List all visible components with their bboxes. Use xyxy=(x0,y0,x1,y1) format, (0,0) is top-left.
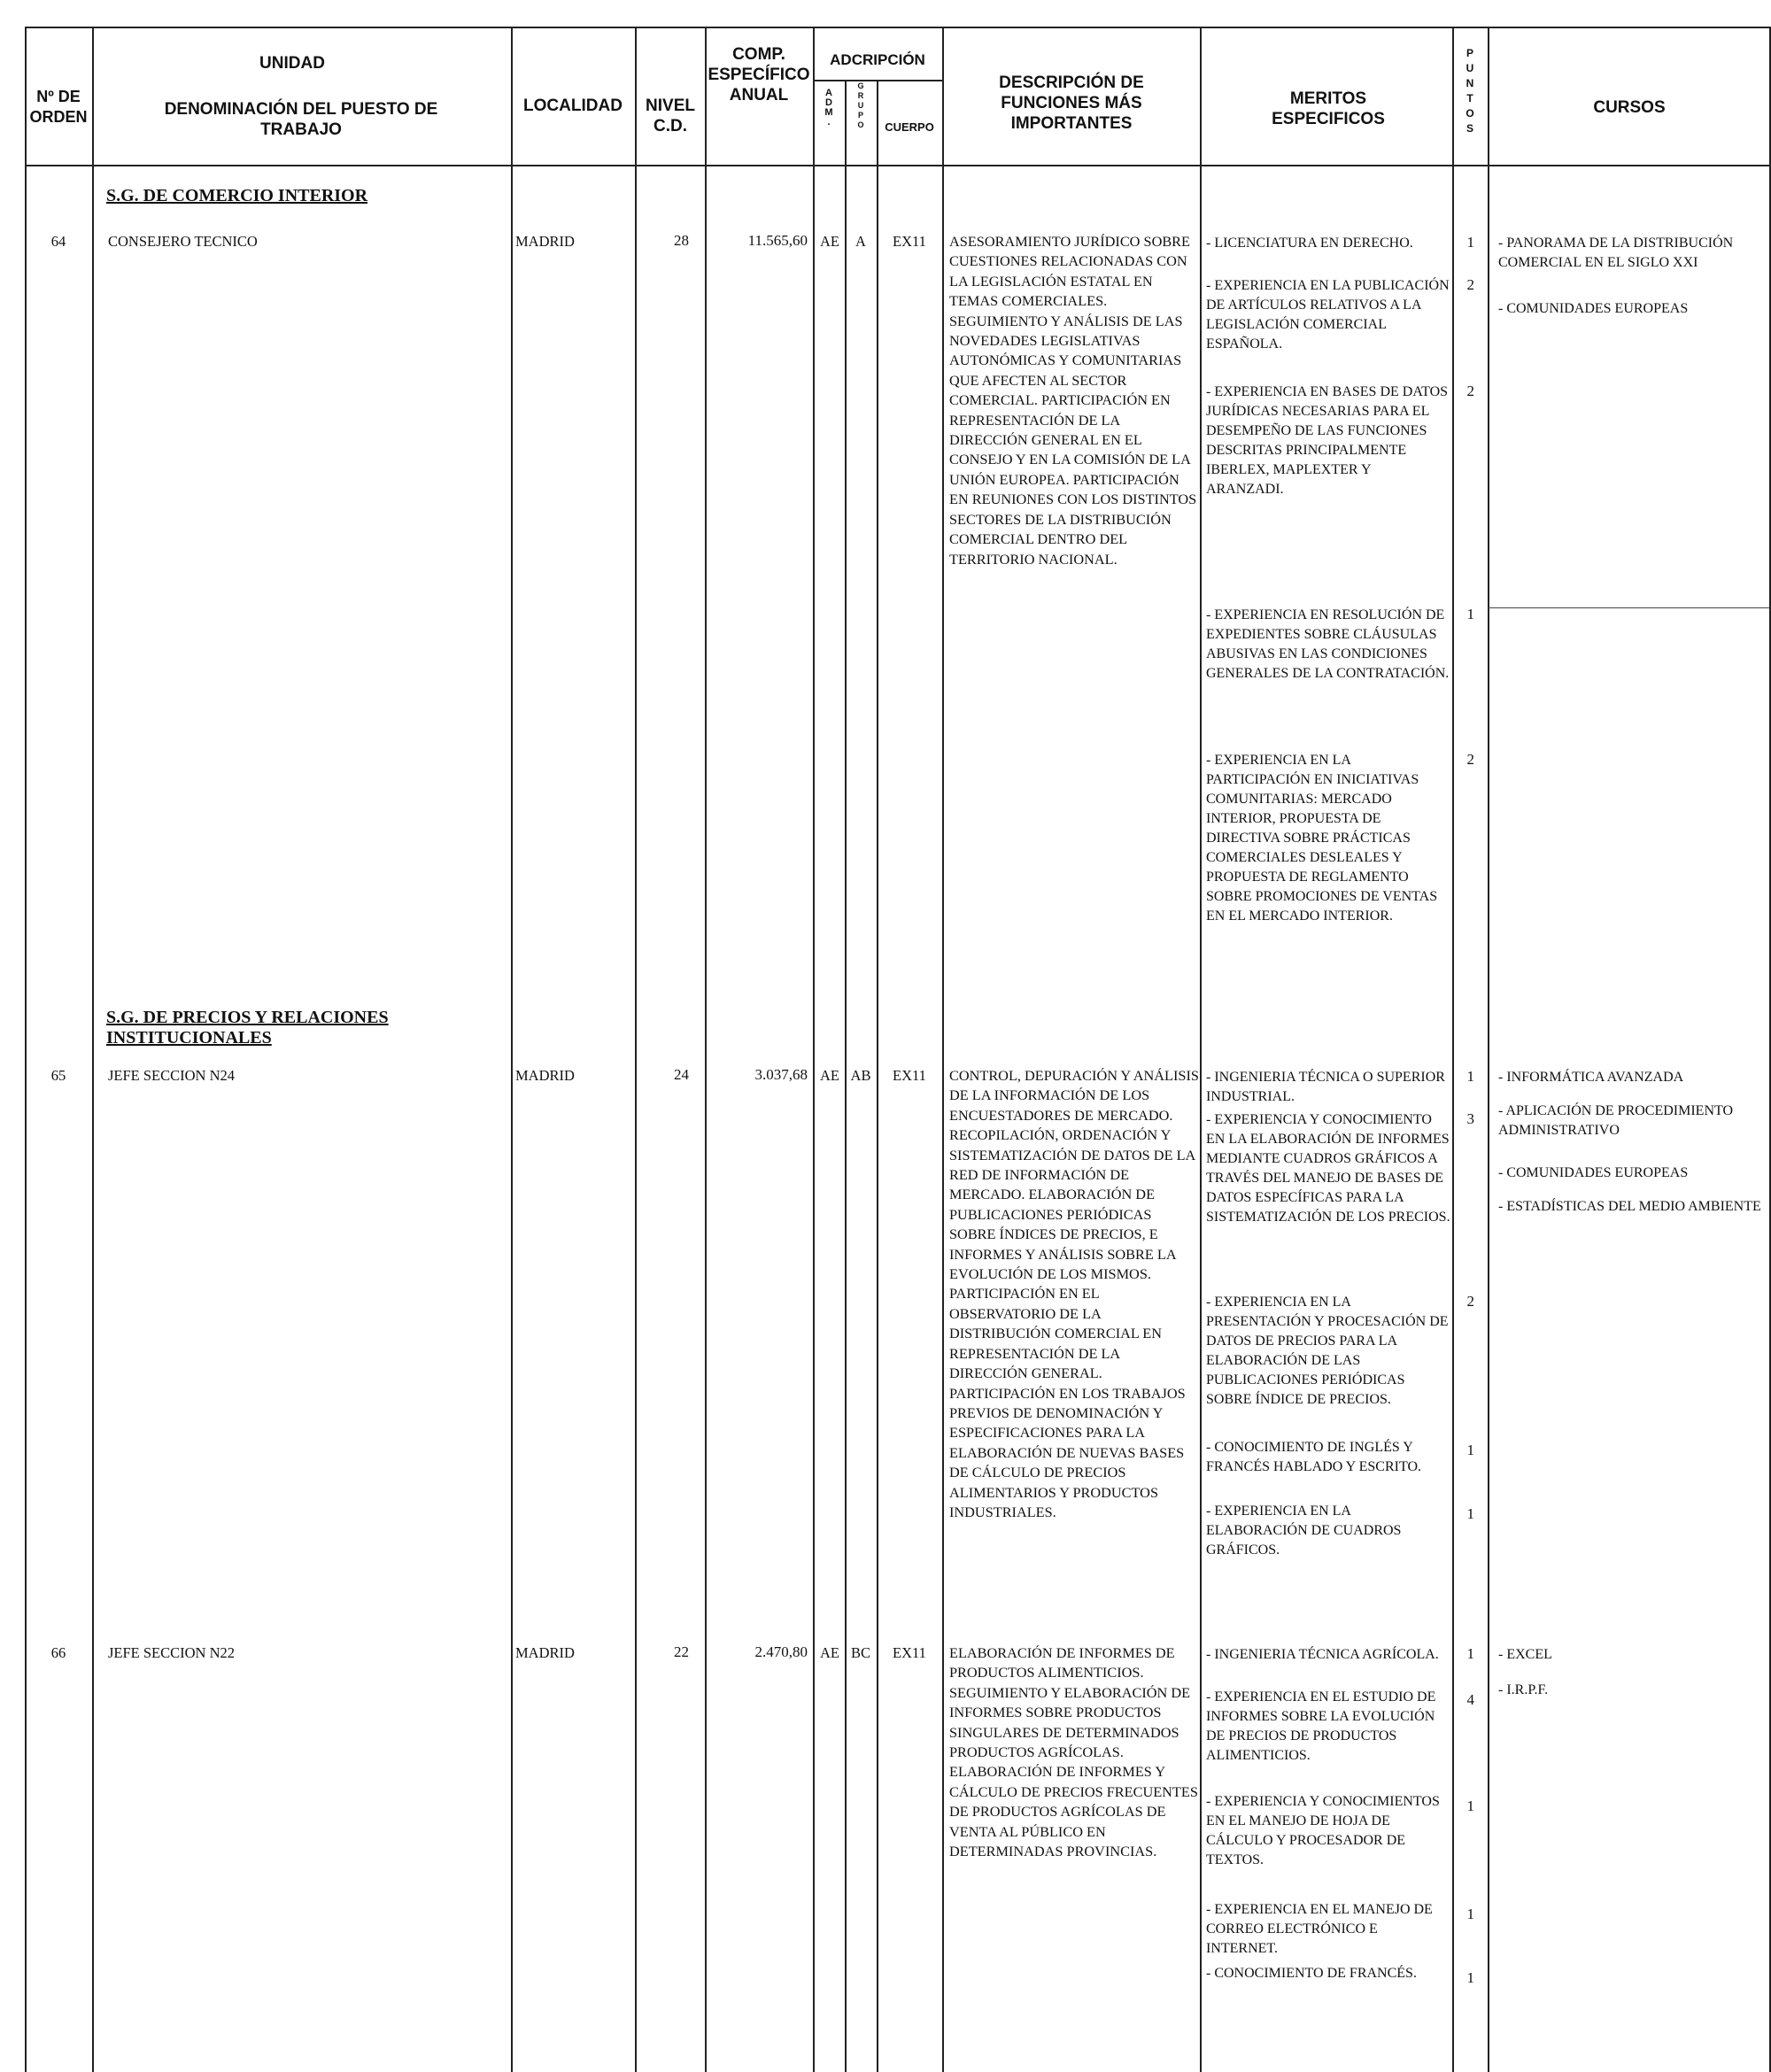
row-adm: AE xyxy=(820,1067,839,1084)
column-divider xyxy=(635,27,637,2072)
header-meritos: MERITOS ESPECIFICOS xyxy=(1272,89,1385,128)
row-denominacion: JEFE SECCION N24 xyxy=(108,1067,236,1084)
merito-item: - CONOCIMIENTO DE INGLÉS Y FRANCÉS HABLADO Y ESCRITO. xyxy=(1206,1440,1421,1474)
row-localidad: MADRID xyxy=(515,233,575,250)
header-denominacion: DENOMINACIÓN DEL PUESTO DE TRABAJO xyxy=(164,100,438,139)
header-localidad: LOCALIDAD xyxy=(523,97,623,115)
row-grupo: BC xyxy=(850,1644,870,1661)
header-grupo: G R U P O xyxy=(857,81,864,129)
row-nivel: 24 xyxy=(674,1066,689,1083)
column-divider xyxy=(1452,27,1454,2072)
curso-item: - COMUNIDADES EUROPEAS xyxy=(1498,1165,1689,1180)
curso-item: - APLICACIÓN DE PROCEDIMIENTO ADMINISTRATIVO xyxy=(1498,1103,1734,1138)
header-cuerpo: CUERPO xyxy=(885,120,934,134)
header-adm: A D M . xyxy=(824,88,833,128)
column-divider xyxy=(25,27,27,2072)
merito-puntos: 3 xyxy=(1466,1110,1474,1127)
row-localidad: MADRID xyxy=(515,1644,575,1661)
row-orden: 66 xyxy=(50,1644,66,1661)
merito-puntos: 1 xyxy=(1466,1798,1474,1814)
curso-item: - PANORAMA DE LA DISTRIBUCIÓN COMERCIAL EN EL SIGLO XXI xyxy=(1498,236,1734,270)
row-adm: AE xyxy=(820,1644,839,1661)
section-title: S.G. DE COMERCIO INTERIOR xyxy=(106,186,368,205)
merito-puntos: 1 xyxy=(1466,1442,1474,1458)
column-divider xyxy=(1488,27,1489,2072)
merito-item: - EXPERIENCIA EN LA PUBLICACIÓN DE ARTÍCULOS RELATIVOS A LA LEGISLACIÓN COMERCIAL ESPAÑOLA. xyxy=(1206,278,1450,352)
merito-puntos: 1 xyxy=(1466,1505,1474,1522)
merito-item: - LICENCIATURA EN DERECHO. xyxy=(1206,236,1413,251)
cursos-divider xyxy=(1488,607,1769,608)
table-top-border xyxy=(25,27,1771,28)
merito-item: - EXPERIENCIA EN LA PARTICIPACIÓN EN INICIATIVAS COMUNITARIAS: MERCADO INTERIOR, PROPUESTA DE DIRECTIVA SOBRE PRÁCTICAS COMERCIALES DESLEALES Y PROPUESTA DE REGLAMENTO SOBRE PROMOCIONES DE VENTAS EN EL MERCADO INTERIOR. xyxy=(1206,753,1438,924)
column-divider xyxy=(92,27,94,2072)
curso-item: - COMUNIDADES EUROPEAS xyxy=(1498,301,1689,316)
merito-puntos: 1 xyxy=(1466,1068,1474,1085)
row-cuerpo: EX11 xyxy=(893,1644,926,1661)
merito-puntos: 1 xyxy=(1466,234,1474,251)
merito-puntos: 2 xyxy=(1466,1293,1474,1310)
row-cuerpo: EX11 xyxy=(893,233,926,250)
row-adm: AE xyxy=(820,233,839,250)
merito-item: - EXPERIENCIA EN EL ESTUDIO DE INFORMES SOBRE LA EVOLUCIÓN DE PRECIOS DE PRODUCTOS ALIMENTICIOS. xyxy=(1206,1689,1436,1763)
merito-item: - EXPERIENCIA Y CONOCIMIENTOS EN EL MANEJO DE HOJA DE CÁLCULO Y PROCESADOR DE TEXTOS. xyxy=(1206,1794,1440,1867)
adscripcion-divider xyxy=(813,80,942,81)
merito-puntos: 2 xyxy=(1466,383,1474,399)
merito-item: - EXPERIENCIA EN LA ELABORACIÓN DE CUADROS GRÁFICOS. xyxy=(1206,1504,1402,1558)
row-grupo: AB xyxy=(850,1067,871,1084)
header-descripcion: DESCRIPCIÓN DE FUNCIONES MÁS IMPORTANTES xyxy=(999,73,1144,133)
header-unidad: UNIDAD xyxy=(259,54,325,73)
merito-item: - EXPERIENCIA Y CONOCIMIENTO EN LA ELABORACIÓN DE INFORMES MEDIANTE CUADROS GRÁFICOS A TRAVÉS DEL MANEJO DE BASES DE DATOS ESPECÍFICAS PARA LA SISTEMATIZACIÓN DE LOS PRECIOS. xyxy=(1206,1112,1450,1225)
row-descripcion: ELABORACIÓN DE INFORMES DE PRODUCTOS ALIMENTICIOS. SEGUIMIENTO Y ELABORACIÓN DE INFORMES SOBRE PRODUCTOS SINGULARES DE DETERMINADOS PRODUCTOS AGRÍCOLAS. ELABORACIÓN DE INFORMES Y CÁLCULO DE PRECIOS FRECUENTES DE PRODUCTOS AGRÍCOLAS DE VENTA AL PÚBLICO EN DETERMINADAS PROVINCIAS. xyxy=(949,1644,1198,1860)
curso-item: - ESTADÍSTICAS DEL MEDIO AMBIENTE xyxy=(1498,1199,1761,1214)
header-cursos: CURSOS xyxy=(1593,98,1666,117)
curso-item: - I.R.P.F. xyxy=(1498,1682,1549,1697)
header-comp-especifico: COMP. ESPECÍFICO ANUAL xyxy=(708,45,810,104)
merito-puntos: 4 xyxy=(1466,1691,1474,1708)
merito-item: - EXPERIENCIA EN BASES DE DATOS JURÍDICAS NECESARIAS PARA EL DESEMPEÑO DE LAS FUNCIONES DESCRITAS PRINCIPALMENTE IBERLEX, MAPLEXTER Y ARANZADI. xyxy=(1206,384,1449,497)
merito-item: - EXPERIENCIA EN RESOLUCIÓN DE EXPEDIENTES SOBRE CLÁUSULAS ABUSIVAS EN LAS CONDICIONES GENERALES DE LA CONTRATACIÓN. xyxy=(1206,607,1450,681)
merito-puntos: 1 xyxy=(1466,606,1474,622)
row-denominacion: JEFE SECCION N22 xyxy=(108,1644,236,1661)
row-comp: 2.470,80 xyxy=(754,1643,808,1660)
header-bottom-border xyxy=(25,165,1771,166)
header-adscripcion: ADCRIPCIÓN xyxy=(830,51,925,68)
row-denominacion: CONSEJERO TECNICO xyxy=(108,233,258,250)
header-puntos: P U N T O S xyxy=(1466,47,1474,135)
merito-puntos: 1 xyxy=(1466,1969,1474,1986)
row-orden: 65 xyxy=(50,1067,66,1084)
row-localidad: MADRID xyxy=(515,1067,575,1084)
row-grupo: A xyxy=(855,233,866,250)
column-divider xyxy=(511,27,513,2072)
merito-puntos: 2 xyxy=(1466,751,1474,768)
row-nivel: 22 xyxy=(674,1643,689,1660)
merito-item: - EXPERIENCIA EN EL MANEJO DE CORREO ELECTRÓNICO E INTERNET. xyxy=(1206,1902,1433,1956)
curso-item: - EXCEL xyxy=(1498,1647,1552,1662)
row-cuerpo: EX11 xyxy=(893,1067,926,1084)
curso-item: - INFORMÁTICA AVANZADA xyxy=(1498,1070,1684,1085)
row-nivel: 28 xyxy=(674,232,689,249)
row-orden: 64 xyxy=(50,233,66,250)
merito-puntos: 1 xyxy=(1466,1645,1474,1662)
merito-item: - CONOCIMIENTO DE FRANCÉS. xyxy=(1206,1966,1417,1981)
row-comp: 11.565,60 xyxy=(747,232,808,249)
merito-item: - INGENIERIA TÉCNICA O SUPERIOR INDUSTRIAL. xyxy=(1206,1070,1445,1104)
header-orden: Nº DE ORDEN xyxy=(29,88,88,126)
row-descripcion: CONTROL, DEPURACIÓN Y ANÁLISIS DE LA INFORMACIÓN DE LOS ENCUESTADORES DE MERCADO. RECOPILACIÓN, ORDENACIÓN Y SISTEMATIZACIÓN DE DATOS DE LA RED DE INFORMACIÓN DE MERCADO. ELABORACIÓN DE PUBLICACIONES PERIÓDICAS SOBRE ÍNDICES DE PRECIOS, E INFORMES Y ANÁLISIS SOBRE LA EVOLUCIÓN DE LOS MISMOS. PARTICIPACIÓN EN EL OBSERVATORIO DE LA DISTRIBUCIÓN COMERCIAL EN REPRESENTACIÓN DE LA DIRECCIÓN GENERAL. PARTICIPACIÓN EN LOS TRABAJOS PREVIOS DE DENOMINACIÓN Y ESPECIFICACIONES PARA LA ELABORACIÓN DE NUEVAS BASES DE CÁLCULO DE PRECIOS ALIMENTARIOS Y PRODUCTOS INDUSTRIALES. xyxy=(949,1067,1199,1520)
row-comp: 3.037,68 xyxy=(754,1066,808,1083)
merito-puntos: 1 xyxy=(1466,1906,1474,1922)
merito-item: - INGENIERIA TÉCNICA AGRÍCOLA. xyxy=(1206,1647,1439,1662)
merito-item: - EXPERIENCIA EN LA PRESENTACIÓN Y PROCESACIÓN DE DATOS DE PRECIOS PARA LA ELABORACIÓN DE LAS PUBLICACIONES PERIÓDICAS SOBRE ÍNDICE DE PRECIOS. xyxy=(1206,1295,1449,1407)
section-title: S.G. DE PRECIOS Y RELACIONES INSTITUCIONALES xyxy=(106,1008,389,1048)
column-divider xyxy=(813,27,815,2072)
column-divider xyxy=(705,27,707,2072)
header-nivel: NIVEL C.D. xyxy=(646,97,695,135)
column-divider xyxy=(942,27,944,2072)
row-descripcion: ASESORAMIENTO JURÍDICO SOBRE CUESTIONES RELACIONADAS CON LA LEGISLACIÓN ESTATAL EN TEMAS COMERCIALES. SEGUIMIENTO Y ANÁLISIS DE LAS NOVEDADES LEGISLATIVAS AUTONÓMICAS Y COMUNITARIAS QUE AFECTEN AL SECTOR COMERCIAL. PARTICIPACIÓN EN REPRESENTACIÓN DE LA DIRECCIÓN GENERAL EN EL CONSEJO Y EN LA COMISIÓN DE LA UNIÓN EUROPEA. PARTICIPACIÓN EN REUNIONES CON LOS DISTINTOS SECTORES DE LA DISTRIBUCIÓN COMERCIAL DENTRO DEL TERRITORIO NACIONAL. xyxy=(949,233,1197,568)
merito-puntos: 2 xyxy=(1466,276,1474,293)
